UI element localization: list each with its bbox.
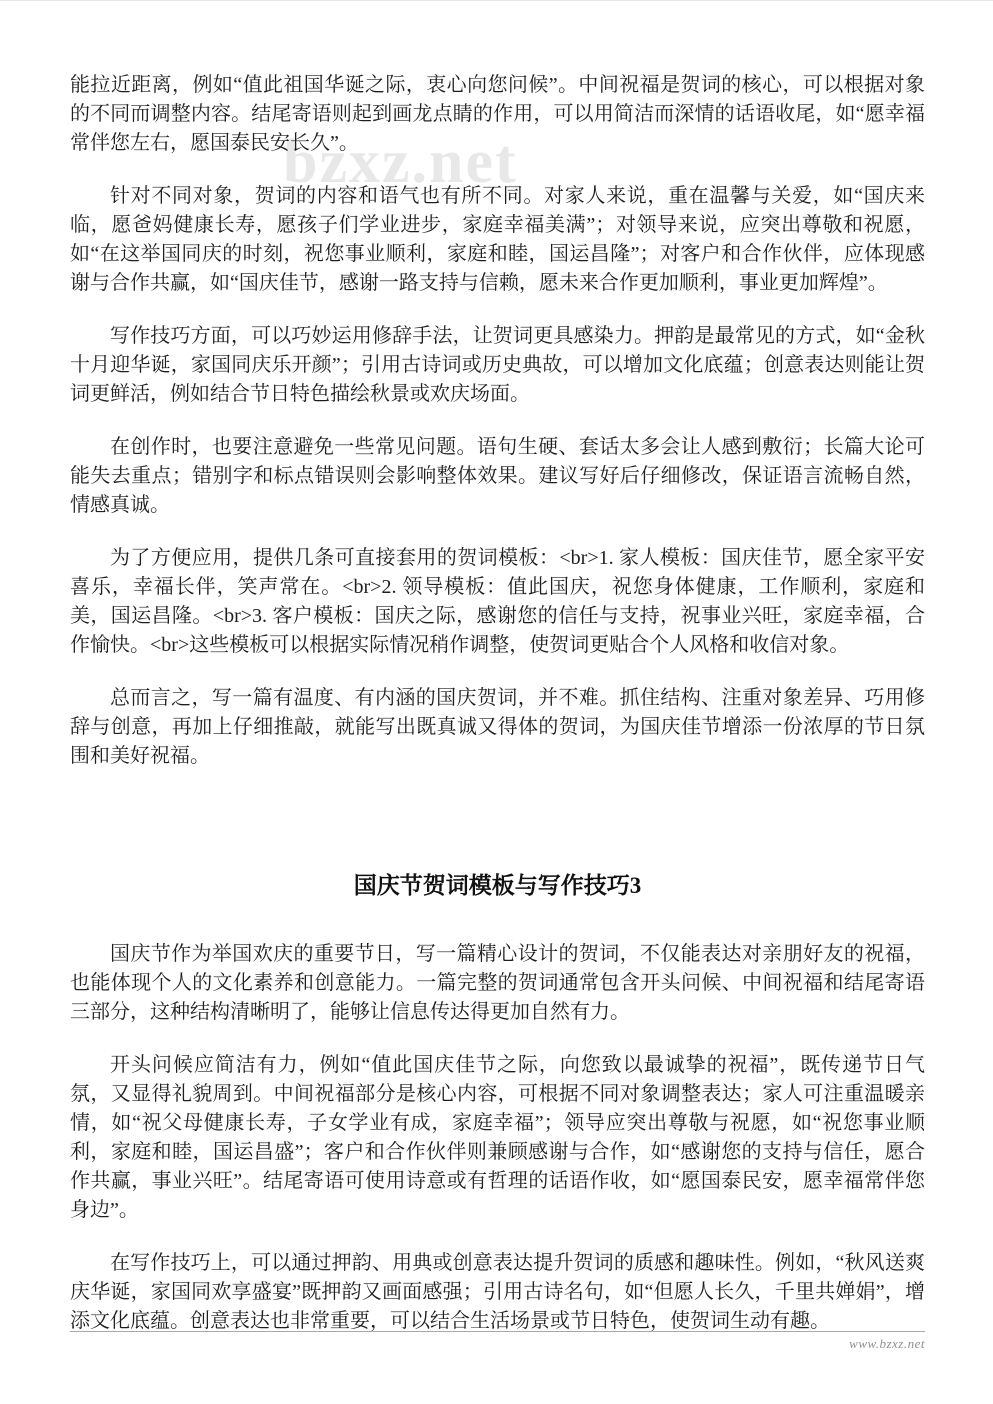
paragraph: 为了方便应用，提供几条可直接套用的贺词模板：<br>1. 家人模板：国庆佳节，愿全家平安喜乐，幸福长伴，笑声常在。<br>2. 领导模板：值此国庆，祝您身体健康，工作顺利，家庭和美，国运昌隆。<br>3. 客户模板：国庆之际，感谢您的信任与支持，祝事业兴旺，家庭幸福，合作愉快。<br>这些模板可以根据实际情况稍作调整，使贺词更贴合个人风格和收信对象。	[70, 547, 925, 656]
section-heading: 国庆节贺词模板与写作技巧3	[353, 873, 642, 898]
footer-site-url: www.bzxz.net	[849, 1336, 925, 1351]
document-content	[70, 71, 925, 1360]
paragraph: 在创作时，也要注意避免一些常见问题。语句生硬、套话太多会让人感到敷衍；长篇大论可能失去重点；错别字和标点错误则会影响整体效果。建议写好后仔细修改，保证语言流畅自然，情感真诚。	[70, 436, 925, 516]
paragraph: 总而言之，写一篇有温度、有内涵的国庆贺词，并不难。抓住结构、注重对象差异、巧用修辞与创意，再加上仔细推敲，就能写出既真诚又得体的贺词，为国庆佳节增添一份浓厚的节日氛围和美好祝福。	[70, 687, 925, 767]
watermark: bzxz.net	[283, 128, 518, 196]
page-footer	[70, 1331, 925, 1352]
paragraph: 针对不同对象，贺词的内容和语气也有所不同。对家人来说，重在温馨与关爱，如“国庆来临，愿爸妈健康长寿，愿孩子们学业进步，家庭幸福美满”；对领导来说，应突出尊敬和祝愿，如“在这举国同庆的时刻，祝您事业顺利，家庭和睦，国运昌隆”；对客户和合作伙伴，应体现感谢与合作共赢，如“国庆佳节，感谢一路支持与信赖，愿未来合作更加顺利，事业更加辉煌”。	[70, 185, 925, 294]
paragraph: 在写作技巧上，可以通过押韵、用典或创意表达提升贺词的质感和趣味性。例如，“秋风送爽庆华诞，家国同欢享盛宴”既押韵又画面感强；引用古诗名句，如“但愿人长久，千里共婵娟”，增添文化底蕴。创意表达也非常重要，可以结合生活场景或节日特色，使贺词生动有趣。	[70, 1252, 925, 1332]
paragraph: 写作技巧方面，可以巧妙运用修辞手法，让贺词更具感染力。押韵是最常见的方式，如“金秋十月迎华诞，家国同庆乐开颜”；引用古诗词或历史典故，可以增加文化底蕴；创意表达则能让贺词更鲜活，例如结合节日特色描绘秋景或欢庆场面。	[70, 325, 925, 405]
paragraph: 能拉近距离，例如“值此祖国华诞之际，衷心向您问候”。中间祝福是贺词的核心，可以根据对象的不同而调整内容。结尾寄语则起到画龙点睛的作用，可以用简洁而深情的话语收尾，如“愿幸福常伴您左右，愿国泰民安长久”。	[70, 74, 925, 154]
paragraph: 开头问候应简洁有力，例如“值此国庆佳节之际，向您致以最诚挚的祝福”，既传递节日气氛，又显得礼貌周到。中间祝福部分是核心内容，可根据不同对象调整表达；家人可注重温暖亲情，如“祝父母健康长寿，子女学业有成，家庭幸福”；领导应突出尊敬与祝愿，如“祝您事业顺利，家庭和睦，国运昌盛”；客户和合作伙伴则兼顾感谢与合作，如“感谢您的支持与信任，愿合作共赢，事业兴旺”。结尾寄语可使用诗意或有哲理的话语作收，如“愿国泰民安，愿幸福常伴您身边”。	[70, 1054, 925, 1221]
paragraph: 国庆节作为举国欢庆的重要节日，写一篇精心设计的贺词，不仅能表达对亲朋好友的祝福，也能体现个人的文化素养和创意能力。一篇完整的贺词通常包含开头问候、中间祝福和结尾寄语三部分，这种结构清晰明了，能够让信息传达得更加自然有力。	[70, 943, 925, 1023]
